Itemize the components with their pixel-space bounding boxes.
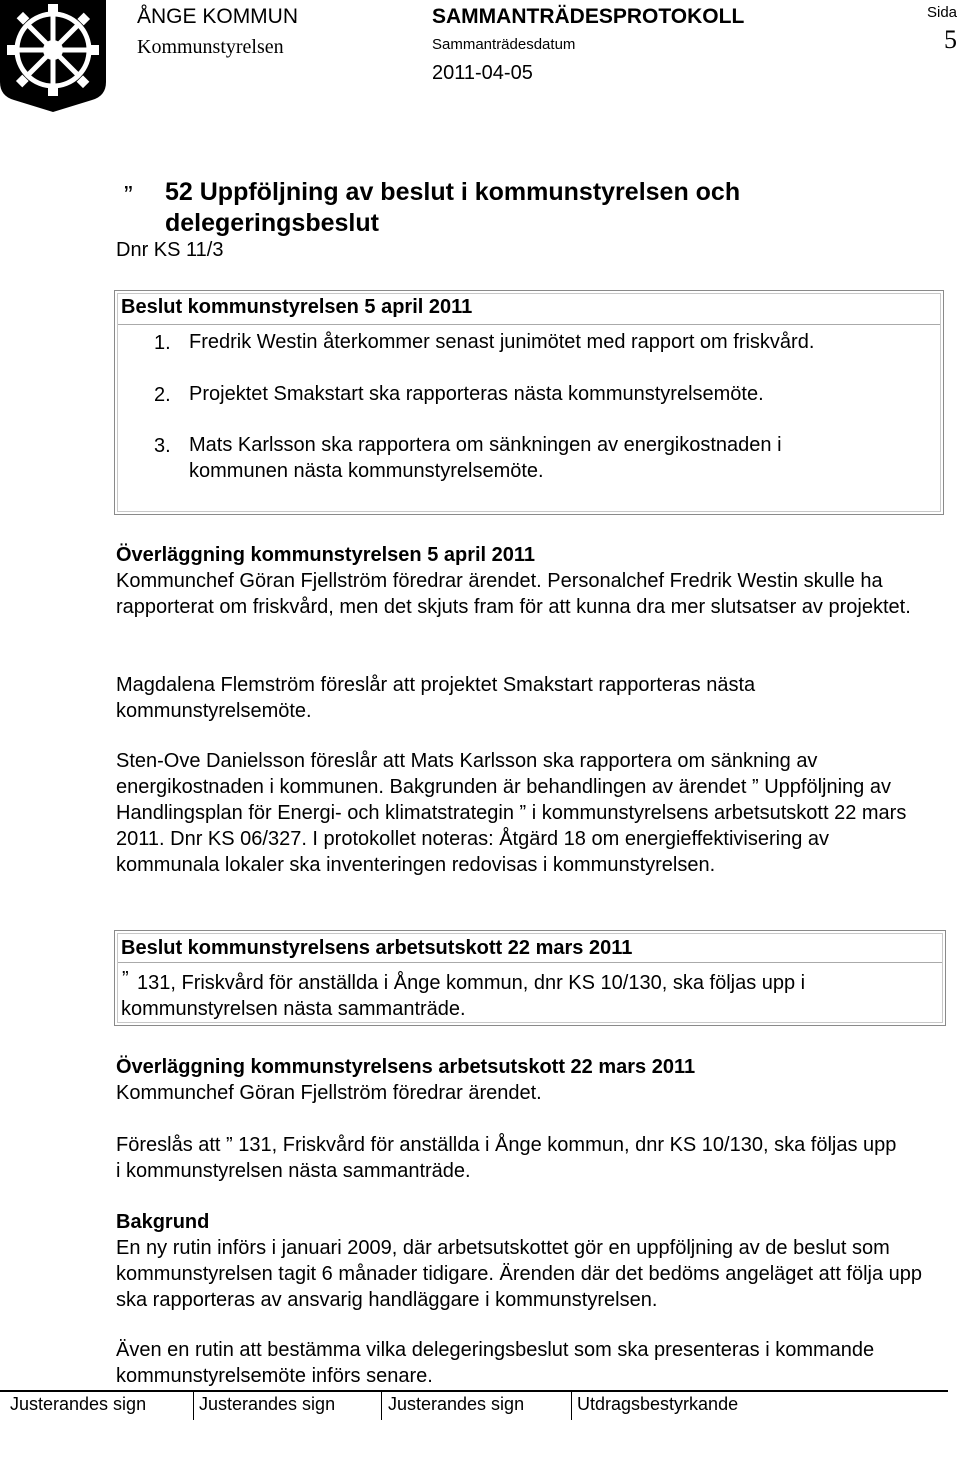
signature-field: Justerandes sign <box>10 1394 147 1414</box>
footer-divider <box>193 1392 194 1420</box>
section-arrow: ” <box>124 180 133 210</box>
footer-divider <box>571 1392 572 1420</box>
org-name: ÅNGE KOMMUN <box>137 5 299 28</box>
background-paragraph: En ny rutin införs i januari 2009, där arbetsutskottet gör en uppföljning av de beslut som kommunstyrelsen tagit 6 månader tidigare. Ärenden där det bedöms angeläget att följa upp ska rapporteras av ansvarig handläggare i kommunstyrelsen. <box>116 1237 923 1311</box>
signature-field: Justerandes sign <box>388 1394 525 1414</box>
page-label: Sida <box>927 4 958 21</box>
decision-item-text: Projektet Smakstart ska rapporteras nästa kommunstyrelsemöte. <box>189 383 764 405</box>
municipality-logo <box>0 0 106 112</box>
committee-heading-rule <box>118 962 942 963</box>
decision-heading-rule <box>118 324 940 325</box>
document-title: SAMMANTRÄDESPROTOKOLL <box>432 5 745 28</box>
decision-item-text: Fredrik Westin återkommer senast junimötet med rapport om friskvård. <box>189 331 815 353</box>
meeting-date: 2011-04-05 <box>432 62 533 84</box>
decision-heading: Beslut kommunstyrelsen 5 april 2011 <box>121 296 473 318</box>
committee-decision-heading: Beslut kommunstyrelsens arbetsutskott 22 mars 2011 <box>121 937 633 959</box>
committee-deliberation-paragraph: Kommunchef Göran Fjellström föredrar ärendet. <box>116 1082 542 1104</box>
page-number: 5 <box>944 25 957 54</box>
decision-item-number: 1. <box>154 332 171 354</box>
department-name: Kommunstyrelsen <box>137 36 284 58</box>
committee-decision-text: 131, Friskvård för anställda i Ånge kommun, dnr KS 10/130, ska följas upp i kommunstyrelsen nästa sammanträde. <box>121 972 806 1020</box>
committee-decision-arrow: ” <box>122 968 129 990</box>
case-number: Dnr KS 11/3 <box>116 239 224 261</box>
committee-deliberation-heading: Överläggning kommunstyrelsens arbetsutskott 22 mars 2011 <box>116 1056 696 1078</box>
deliberation-paragraph: Kommunchef Göran Fjellström föredrar ärendet. Personalchef Fredrik Westin skulle ha rapporterat om friskvård, men det skjuts fram för att kunna dra mer slutsatser av projektet. <box>116 570 911 618</box>
date-label: Sammanträdesdatum <box>432 36 576 53</box>
footer-divider <box>381 1392 382 1420</box>
decision-item-number: 2. <box>154 384 171 406</box>
signature-field: Justerandes sign <box>199 1394 336 1414</box>
section-title: 52 Uppföljning av beslut i kommunstyrelsen och delegeringsbeslut <box>165 178 741 237</box>
deliberation-paragraph: Sten-Ove Danielsson föreslår att Mats Karlsson ska rapportera om sänkning av energikostnaden i kommunen. Bakgrunden är behandlingen av ärendet ” Uppföljning av Handlingsplan för Energi- och klimatstrategin ” i kommunstyrelsens arbetsutskott 22 mars 2011. Dnr KS 06/327. I protokollet noteras: Åtgärd 18 om energieffektivisering av kommunala lokaler ska inventeringen redovisas i kommunstyrelsen. <box>116 750 907 876</box>
deliberation-heading: Överläggning kommunstyrelsen 5 april 2011 <box>116 544 536 566</box>
extract-certification-field: Utdragsbestyrkande <box>577 1394 739 1414</box>
background-heading: Bakgrund <box>116 1211 210 1233</box>
footer-rule <box>0 1390 948 1392</box>
deliberation-paragraph: Magdalena Flemström föreslår att projektet Smakstart rapporteras nästa kommunstyrelsemöte. <box>116 674 756 722</box>
decision-item-number: 3. <box>154 435 171 457</box>
decision-item-text: Mats Karlsson ska rapportera om sänkningen av energikostnaden i kommunen nästa kommunstyrelsemöte. <box>189 434 782 482</box>
committee-deliberation-paragraph: Föreslås att ” 131, Friskvård för anställda i Ånge kommun, dnr KS 10/130, ska följas upp i kommunstyrelsen nästa sammanträde. <box>116 1134 897 1182</box>
background-paragraph: Även en rutin att bestämma vilka delegeringsbeslut som ska presenteras i kommande kommunstyrelsemöte införs senare. <box>116 1339 875 1387</box>
